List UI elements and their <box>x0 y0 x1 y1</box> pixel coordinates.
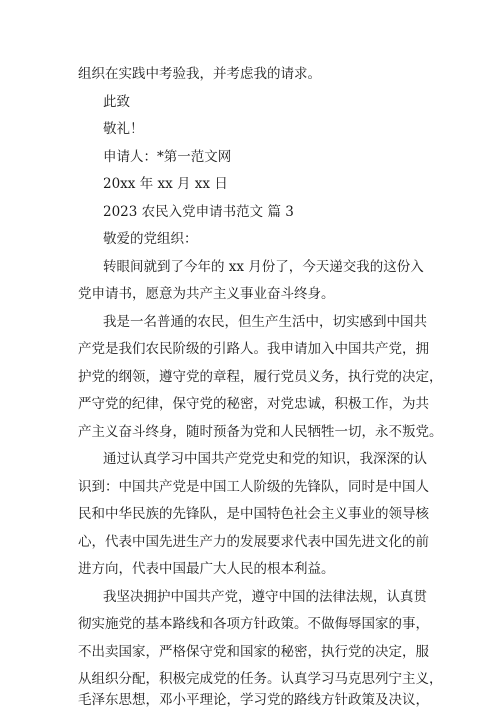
text-line: 彻实施党的基本路线和各项方针政策。不做侮辱国家的事， <box>78 616 429 632</box>
text-line: 心，代表中国先进生产力的发展要求代表中国先进文化的前 <box>78 534 429 550</box>
text-line: 组织在实践中考验我，并考虑我的请求。 <box>78 66 321 82</box>
text-line: 护党的纲领，遵守党的章程，履行党员义务，执行党的决定， <box>78 369 443 385</box>
text-line: 毛泽东思想，邓小平理论，学习党的路线方针政策及决议， <box>78 692 429 708</box>
text-line: 产主义奋斗终身，随时预备为党和人民牺牲一切，永不叛党。 <box>78 424 443 440</box>
text-line: 通过认真学习中国共产党党史和党的知识，我深深的认 <box>103 451 427 467</box>
text-line: 严守党的纪律，保守党的秘密，对党忠诚，积极工作，为共 <box>78 396 429 412</box>
text-line: 我坚决拥护中国共产党，遵守中国的法律法规，认真贯 <box>103 589 427 605</box>
date-line: 20xx 年 xx 月 xx 日 <box>103 176 228 192</box>
text-line: 识到：中国共产党是中国工人阶级的先锋队，同时是中国人 <box>78 479 429 495</box>
salutation-line: 此致 <box>103 94 130 110</box>
salutation-line: 敬礼！ <box>103 121 144 137</box>
greeting-line: 敬爱的党组织： <box>103 231 198 247</box>
text-line: 民和中华民族的先锋队，是中国特色社会主义事业的领导核 <box>78 506 429 522</box>
text-line: 转眼间就到了今年的 xx 月份了，今天递交我的这份入 <box>103 259 424 275</box>
text-line: 从组织分配，积极完成党的任务。认真学习马克思列宁主义， <box>78 671 443 687</box>
text-line: 不出卖国家，严格保守党和国家的秘密，执行党的决定，服 <box>78 644 429 660</box>
text-line: 党申请书，愿意为共产主义事业奋斗终身。 <box>78 286 335 302</box>
text-line: 我是一名普通的农民，但生产生活中，切实感到中国共 <box>103 314 427 330</box>
section-title: 2023 农民入党申请书范文 篇 3 <box>103 204 294 220</box>
text-line: 进方向，代表中国最广大人民的根本利益。 <box>78 561 335 577</box>
text-line: 产党是我们农民阶级的引路人。我申请加入中国共产党，拥 <box>78 341 429 357</box>
applicant-line: 申请人：*第一范文网 <box>103 149 232 165</box>
